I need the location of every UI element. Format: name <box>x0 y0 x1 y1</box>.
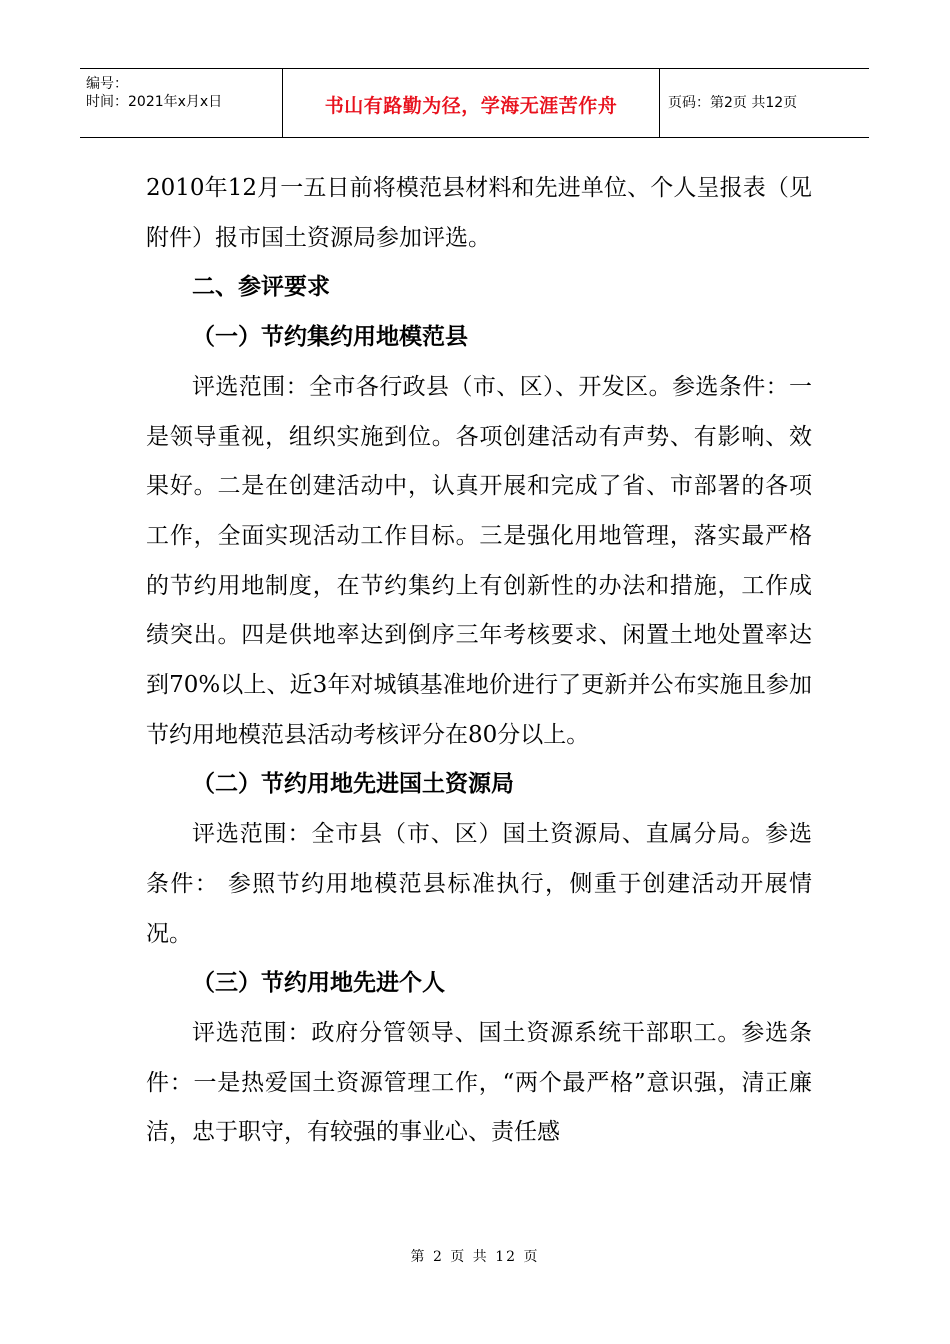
header-info-cell <box>80 69 283 137</box>
subsection-heading: （三）节约用地先进个人 <box>192 970 445 997</box>
document-date: 时间：2021年x月x日 <box>86 94 223 110</box>
document-body <box>146 164 812 1158</box>
paragraph-continuation: 2010年12月一五日前将模范县材料和先进单位、个人呈报表（见附件）报市国土资源局参加评选。 <box>146 175 812 251</box>
paragraph: 评选范围：全市各行政县（市、区）、开发区。参选条件：一是领导重视，组织实施到位。各项创建活动有声势、有影响、效果好。二是在创建活动中，认真开展和完成了省、市部署的各项工作，全面实现活动工作目标。三是强化用地管理，落实最严格的节约用地制度，在节约集约上有创新性的办法和措施，工作成绩突出。四是供地率达到倒序三年考核要求、闲置土地处置率达到70%以上、近3年对城镇基准地价进行了更新并公布实施且参加节约用地模范县活动考核评分在80分以上。 <box>146 373 812 748</box>
header-page-number: 页码：第2页 共12页 <box>668 95 798 111</box>
header-page-cell <box>660 69 869 137</box>
paragraph: 评选范围：全市县（市、区）国土资源局、直属分局。参选条件： 参照节约用地模范县标准执行，侧重于创建活动开展情况。 <box>146 821 812 947</box>
header-motto-cell <box>283 69 660 137</box>
subsection-heading: （一）节约集约用地模范县 <box>192 324 468 351</box>
section-heading: 二、参评要求 <box>192 274 330 301</box>
document-number: 编号： <box>86 76 128 92</box>
motto-text: 书山有路勤为径，学海无涯苦作舟 <box>324 95 618 117</box>
page-footer: 第 2 页 共 12 页 <box>410 1249 540 1265</box>
page-header <box>80 68 869 138</box>
subsection-heading: （二）节约用地先进国土资源局 <box>192 771 514 798</box>
paragraph: 评选范围：政府分管领导、国土资源系统干部职工。参选条件：一是热爱国土资源管理工作，“两个最严格”意识强，清正廉洁，忠于职守，有较强的事业心、责任感 <box>146 1019 812 1146</box>
